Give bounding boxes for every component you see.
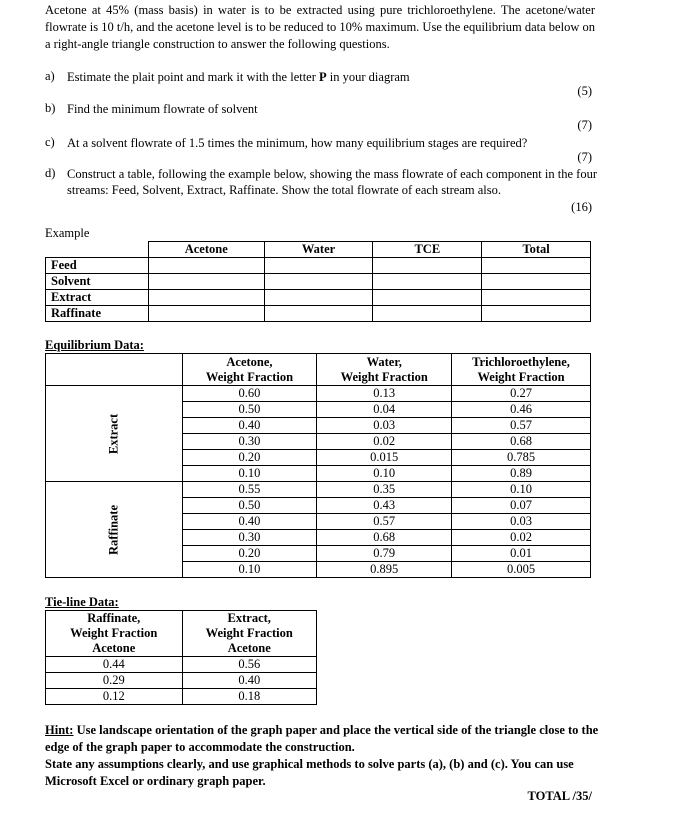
tieline-header-row xyxy=(46,611,317,657)
table-cell: 0.03 xyxy=(452,514,591,530)
example-row-solvent: Solvent xyxy=(46,274,149,290)
hint-label: Hint: xyxy=(45,723,74,737)
table-cell: 0.18 xyxy=(182,689,317,705)
example-table xyxy=(45,241,591,322)
extract-group xyxy=(46,386,183,482)
question-c-label: c) xyxy=(45,135,55,149)
table-row xyxy=(46,306,591,322)
table-cell: 0.55 xyxy=(182,482,317,498)
hint-line-2: State any assumptions clearly, and use graphical methods to solve parts (a), (b) and (c). You can use Microsoft Excel or ordinary graph paper. xyxy=(45,757,574,788)
table-cell: 0.43 xyxy=(317,498,452,514)
question-c-text: At a solvent flowrate of 1.5 times the minimum, how many equilibrium stages are required? xyxy=(67,136,528,150)
tieline-heading: Tie-line Data: xyxy=(45,595,119,609)
table-row xyxy=(46,657,317,673)
table-cell: 0.40 xyxy=(182,418,317,434)
tieline-col-extract: Extract, Weight Fraction Acetone xyxy=(182,611,317,657)
raffinate-group-label: Raffinate xyxy=(106,504,121,555)
table-cell: 0.20 xyxy=(182,450,317,466)
equilibrium-col-tce: Trichloroethylene, Weight Fraction xyxy=(452,354,591,386)
table-cell: 0.29 xyxy=(46,673,183,689)
table-cell: 0.10 xyxy=(182,562,317,578)
table-cell: 0.57 xyxy=(452,418,591,434)
table-row xyxy=(46,258,591,274)
table-cell: 0.56 xyxy=(182,657,317,673)
question-a-text: Estimate the plait point and mark it with the letter P in your diagram xyxy=(67,70,410,84)
hint-block xyxy=(45,722,605,790)
table-cell: 0.785 xyxy=(452,450,591,466)
table-cell: 0.07 xyxy=(452,498,591,514)
table-cell: 0.50 xyxy=(182,402,317,418)
example-col-acetone: Acetone xyxy=(148,242,264,258)
tieline-col-raffinate: Raffinate, Weight Fraction Acetone xyxy=(46,611,183,657)
total-marks: TOTAL /35/ xyxy=(527,789,592,803)
table-cell: 0.01 xyxy=(452,546,591,562)
equilibrium-col-acetone: Acetone, Weight Fraction xyxy=(182,354,317,386)
raffinate-group xyxy=(46,482,183,578)
table-cell: 0.20 xyxy=(182,546,317,562)
table-cell: 0.12 xyxy=(46,689,183,705)
table-row xyxy=(46,673,317,689)
example-col-tce: TCE xyxy=(373,242,482,258)
example-col-total: Total xyxy=(482,242,591,258)
table-row xyxy=(46,386,591,402)
table-cell: 0.40 xyxy=(182,514,317,530)
example-row-extract: Extract xyxy=(46,290,149,306)
table-row xyxy=(46,482,591,498)
table-cell: 0.68 xyxy=(452,434,591,450)
example-col-water: Water xyxy=(264,242,373,258)
table-cell: 0.03 xyxy=(317,418,452,434)
table-cell: 0.015 xyxy=(317,450,452,466)
table-row xyxy=(46,689,317,705)
question-d-marks: (16) xyxy=(571,200,592,214)
table-cell: 0.35 xyxy=(317,482,452,498)
table-cell: 0.02 xyxy=(452,530,591,546)
table-cell: 0.46 xyxy=(452,402,591,418)
table-cell: 0.10 xyxy=(452,482,591,498)
table-cell: 0.60 xyxy=(182,386,317,402)
tieline-table xyxy=(45,610,317,705)
example-heading: Example xyxy=(45,226,90,240)
table-row xyxy=(46,274,591,290)
equilibrium-header-row xyxy=(46,354,591,386)
table-cell: 0.04 xyxy=(317,402,452,418)
table-cell: 0.10 xyxy=(182,466,317,482)
table-cell: 0.895 xyxy=(317,562,452,578)
example-header-row xyxy=(46,242,591,258)
table-cell: 0.57 xyxy=(317,514,452,530)
problem-intro: Acetone at 45% (mass basis) in water is to be extracted using pure trichloroethylene. The acetone/water flowrate is 10 t/h, and the acetone level is to be reduced to 10% maximum. Use the equilibrium data below on a right-angle triangle construction to answer the following questions. xyxy=(45,3,595,51)
table-cell: 0.10 xyxy=(317,466,452,482)
equilibrium-col-water: Water, Weight Fraction xyxy=(317,354,452,386)
question-a-label: a) xyxy=(45,69,55,83)
table-row xyxy=(46,290,591,306)
example-corner xyxy=(46,242,149,258)
table-cell: 0.44 xyxy=(46,657,183,673)
table-cell: 0.68 xyxy=(317,530,452,546)
table-cell: 0.50 xyxy=(182,498,317,514)
hint-line-1: Use landscape orientation of the graph paper and place the vertical side of the triangle close to the edge of the graph paper to accommodate the construction. xyxy=(45,723,599,754)
equilibrium-corner xyxy=(46,354,183,386)
table-cell: 0.30 xyxy=(182,434,317,450)
question-b-marks: (7) xyxy=(577,118,592,132)
equilibrium-heading: Equilibrium Data: xyxy=(45,338,144,352)
table-cell: 0.89 xyxy=(452,466,591,482)
table-cell: 0.005 xyxy=(452,562,591,578)
question-b-label: b) xyxy=(45,101,56,115)
example-row-feed: Feed xyxy=(46,258,149,274)
question-d-label: d) xyxy=(45,166,56,180)
example-row-raffinate: Raffinate xyxy=(46,306,149,322)
question-c-marks: (7) xyxy=(577,150,592,164)
question-b-text: Find the minimum flowrate of solvent xyxy=(67,102,258,116)
question-a-marks: (5) xyxy=(577,84,592,98)
table-cell: 0.30 xyxy=(182,530,317,546)
table-cell: 0.13 xyxy=(317,386,452,402)
extract-group-label: Extract xyxy=(106,413,121,454)
question-d-text: Construct a table, following the example below, showing the mass flowrate of each component in the four streams: Feed, Solvent, Extract, Raffinate. Show the total flowrate of each stream also. xyxy=(67,167,597,197)
table-cell: 0.40 xyxy=(182,673,317,689)
table-cell: 0.02 xyxy=(317,434,452,450)
equilibrium-table xyxy=(45,353,591,578)
table-cell: 0.27 xyxy=(452,386,591,402)
table-cell: 0.79 xyxy=(317,546,452,562)
